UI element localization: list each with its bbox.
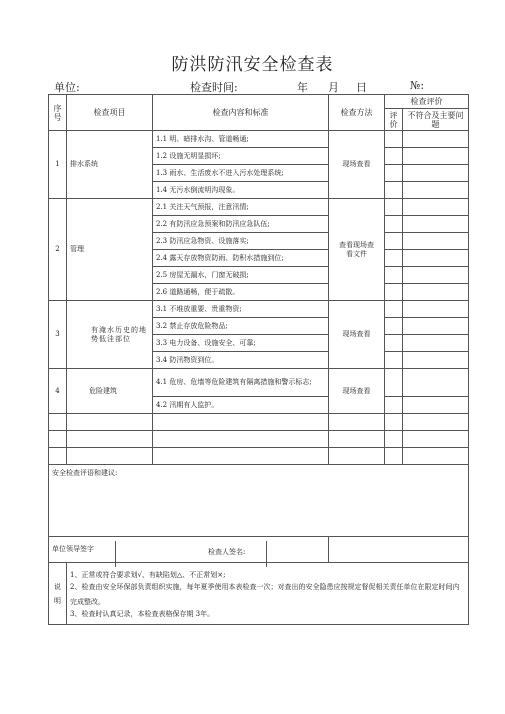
empty-row — [49, 414, 469, 431]
eval-score-cell[interactable] — [385, 284, 403, 301]
eval-issue-cell[interactable] — [403, 335, 469, 352]
eval-score-cell[interactable] — [385, 165, 403, 182]
eval-score-cell[interactable] — [385, 216, 403, 233]
check-content: 3.3 电力设备、设施安全、可靠; — [153, 335, 329, 352]
day-label: 日 — [356, 81, 367, 94]
eval-score-cell[interactable] — [385, 267, 403, 284]
number-label: №: — [410, 79, 425, 92]
check-content: 3.2 禁止存放危险物品; — [153, 318, 329, 335]
signature-divider — [266, 541, 267, 567]
check-content: 3.4 防汛物资到位。 — [153, 352, 329, 369]
group-3-item: 有淹水历史的地势低洼部位 — [67, 301, 153, 369]
eval-issue-cell[interactable] — [403, 216, 469, 233]
inspector-sign-label: 检查人签名: — [208, 548, 246, 556]
empty-row — [49, 448, 469, 465]
eval-issue-cell[interactable] — [403, 369, 469, 397]
group-2-seq: 2 — [49, 199, 67, 301]
leader-sign-label: 单位领导签字 — [52, 545, 94, 553]
note-item: 2、检查由安全环保部负责组织实施，每年夏季使用本表检查一次；对查出的安全隐患应按规定督促相关责任单位在限定时间内完成整改。 — [70, 582, 460, 606]
eval-issue-cell[interactable] — [403, 267, 469, 284]
notes-label: 说明 — [49, 563, 67, 625]
eval-score-cell[interactable] — [385, 233, 403, 250]
group-1-method: 现场查看 — [329, 131, 385, 199]
header-content: 检查内容和标准 — [153, 95, 329, 131]
header-eval-score: 评价 — [385, 109, 403, 131]
check-content: 3.1 不堆放重要、贵重物资; — [153, 301, 329, 318]
eval-issue-cell[interactable] — [403, 284, 469, 301]
check-content: 4.1 危房、危墙等危险建筑有隔离措施和警示标志; — [153, 369, 329, 397]
eval-issue-cell[interactable] — [403, 199, 469, 216]
eval-score-cell[interactable] — [385, 131, 403, 148]
group-2-method: 查看现场查看文件 — [329, 199, 385, 301]
group-3-method: 现场查看 — [329, 301, 385, 369]
suggestion-label: 安全检查评语和建议: — [52, 469, 118, 477]
eval-issue-cell[interactable] — [403, 131, 469, 148]
eval-issue-cell[interactable] — [403, 148, 469, 165]
leader-sign-cell[interactable] — [49, 537, 329, 563]
eval-issue-cell[interactable] — [403, 233, 469, 250]
check-content: 2.2 有防汛应急预案和防汛应急队伍; — [153, 216, 329, 233]
eval-score-cell[interactable] — [385, 148, 403, 165]
check-content: 2.1 关注天气预报，注意汛情; — [153, 199, 329, 216]
eval-score-cell[interactable] — [385, 397, 403, 414]
eval-issue-cell[interactable] — [403, 397, 469, 414]
eval-score-cell[interactable] — [385, 335, 403, 352]
header-item: 检查项目 — [67, 95, 153, 131]
eval-score-cell[interactable] — [385, 250, 403, 267]
check-content: 1.1 明、暗排水沟、管道畅通; — [153, 131, 329, 148]
check-content: 2.3 防汛应急物资、设施落实; — [153, 233, 329, 250]
month-label: 月 — [328, 81, 339, 94]
signature-divider — [115, 541, 116, 567]
year-label: 年 — [297, 81, 308, 94]
group-2-item: 管理 — [67, 199, 153, 301]
note-item: 3、检查时认真记录，本检查表格保存期 3年。 — [70, 609, 215, 618]
check-content: 2.5 房屋无漏水，门窗无破损; — [153, 267, 329, 284]
eval-issue-cell[interactable] — [403, 318, 469, 335]
empty-row — [49, 431, 469, 448]
check-time-label: 检查时间: — [190, 81, 238, 94]
group-4-item: 危险建筑 — [67, 369, 153, 414]
header-method: 检查方法 — [329, 95, 385, 131]
eval-score-cell[interactable] — [385, 369, 403, 397]
check-content: 2.6 道路通畅，便于疏散。 — [153, 284, 329, 301]
group-3-seq: 3 — [49, 301, 67, 369]
eval-score-cell[interactable] — [385, 352, 403, 369]
eval-score-cell[interactable] — [385, 318, 403, 335]
unit-label: 单位: — [54, 81, 80, 94]
page-title: 防洪防汛安全检查表 — [171, 55, 334, 75]
eval-issue-cell[interactable] — [403, 301, 469, 318]
note-item: 1、正常或符合要求划√、有缺陷划△、不正常划×; — [70, 570, 226, 579]
header-seq: 序号 — [49, 95, 67, 131]
group-4-method: 现场查看 — [329, 369, 385, 414]
header-meta — [0, 79, 505, 93]
notes — [67, 563, 469, 625]
eval-issue-cell[interactable] — [403, 250, 469, 267]
check-content: 1.2 设施无明显损坏; — [153, 148, 329, 165]
check-content: 4.2 汛期有人监护。 — [153, 397, 329, 414]
eval-score-cell[interactable] — [385, 199, 403, 216]
header-eval: 检查评价 — [385, 95, 469, 109]
group-1-item: 排水系统 — [67, 131, 153, 199]
group-4-seq: 4 — [49, 369, 67, 414]
group-1-seq: 1 — [49, 131, 67, 199]
check-content: 2.4 露天存放物资防雨、防积水措施到位; — [153, 250, 329, 267]
inspector-sign-cell[interactable] — [329, 537, 469, 563]
eval-issue-cell[interactable] — [403, 352, 469, 369]
suggestion-field[interactable] — [49, 465, 469, 537]
check-content: 1.4 无污水倒流明沟现象。 — [153, 182, 329, 199]
check-content: 1.3 雨水、生活废水不进入污水处理系统; — [153, 165, 329, 182]
eval-score-cell[interactable] — [385, 182, 403, 199]
eval-score-cell[interactable] — [385, 301, 403, 318]
eval-issue-cell[interactable] — [403, 165, 469, 182]
eval-issue-cell[interactable] — [403, 182, 469, 199]
header-eval-issue: 不符合及主要问题 — [403, 109, 469, 131]
inspection-table — [48, 94, 469, 625]
